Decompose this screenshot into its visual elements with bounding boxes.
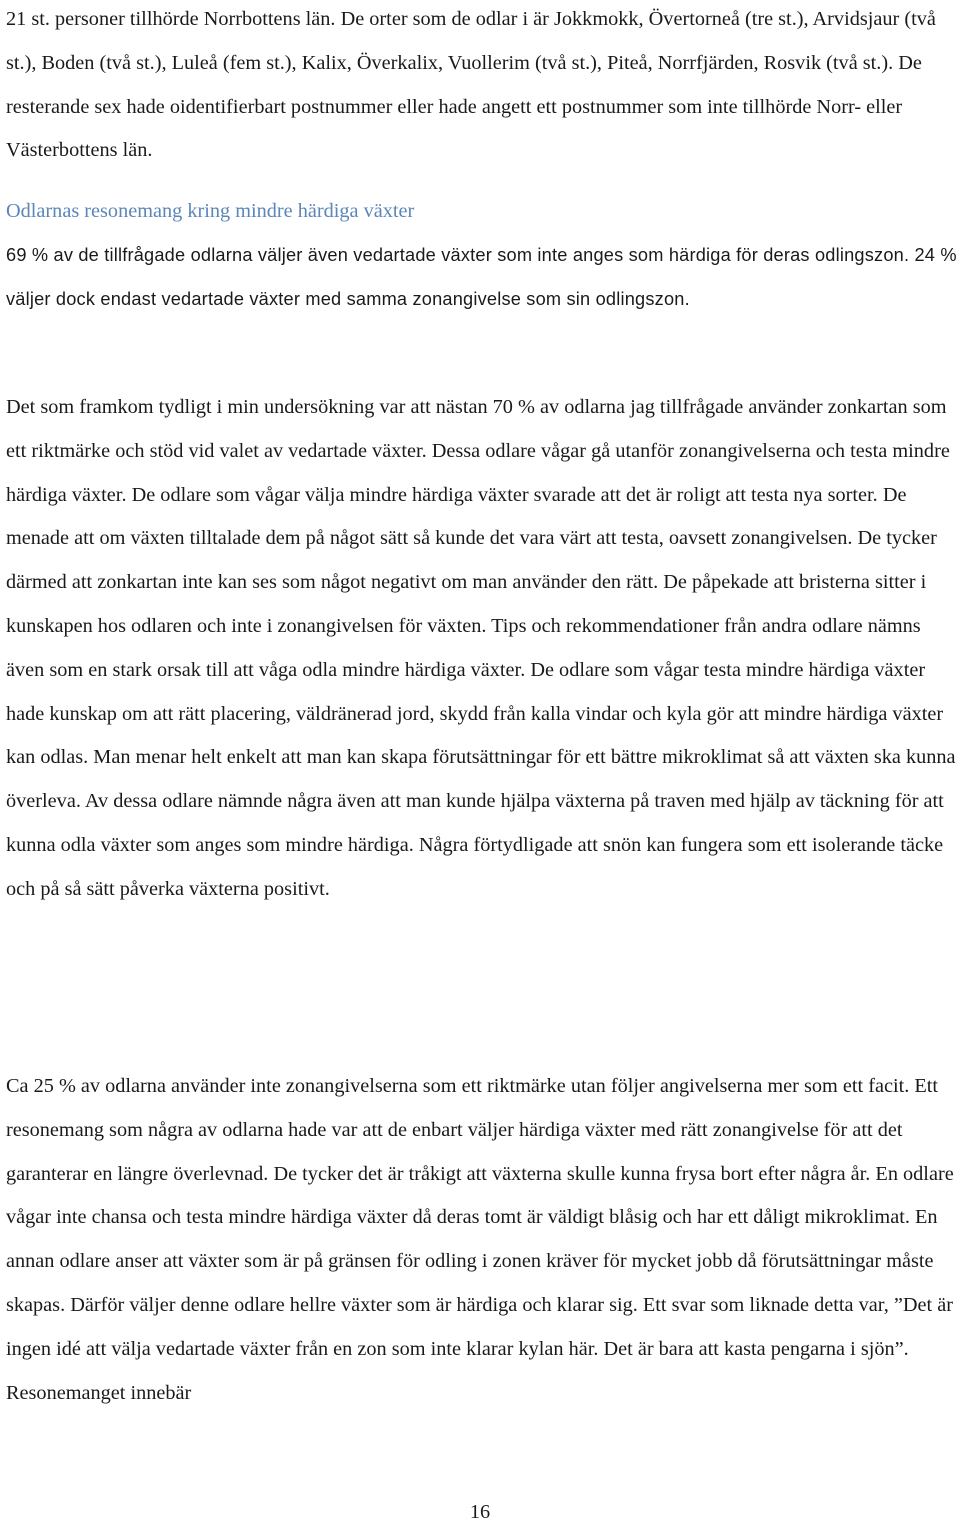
intro-paragraph: 21 st. personer tillhörde Norrbottens län. De orter som de odlar i är Jokkmokk, Övertorneå (tre st.), Arvidsjaur (två st.), Boden (två st.), Luleå (fem st.), Kalix, Överkalix, Vuollerim (två st.), Piteå, Norrfjärden, Rosvik (två st.). De resterande sex hade oidentifierbart postnummer eller hade angett ett postnummer som inte tillhörde Norr- eller Västerbottens län. <box>6 8 936 162</box>
page-number: 16 <box>469 1501 491 1523</box>
summary-paragraph: 69 % av de tillfrågade odlarna väljer även vedartade växter som inte anges som härdiga för deras odlingszon. 24 % väljer dock endast vedartade växter med samma zonangivelse som sin odlingszon. <box>6 245 957 309</box>
main-paragraph: Det som framkom tydligt i min undersökning var att nästan 70 % av odlarna jag tillfrågade använder zonkartan som ett riktmärke och stöd vid valet av vedartade växter. Dessa odlare vågar gå utanför zonangivelserna och testa mindre härdiga växter. De odlare som vågar välja mindre härdiga växter svarade att det är roligt att testa nya sorter. De menade att om växten tilltalade dem på något sätt så kunde det vara värt att testa, oavsett zonangivelsen. De tycker därmed att zonkartan inte kan ses som något negativt om man använder den rätt. De påpekade att bristerna sitter i kunskapen hos odlaren och inte i zonangivelsen för växten. Tips och rekommendationer från andra odlare nämns även som en stark orsak till att våga odla mindre härdiga växter. De odlare som vågar testa mindre härdiga växter hade kunskap om att rätt placering, väldränerad jord, skydd från kalla vindar och kyla gör att mindre härdiga växter kan odlas. Man menar helt enkelt att man kan skapa förutsättningar för ett bättre mikroklimat så att växten ska kunna överleva. Av dessa odlare nämnde några även att man kunde hjälpa växterna på traven med hjälp av täckning för att kunna odla växter som anges som mindre härdiga. Några förtydligade att snön kan fungera som ett isolerande täcke och på så sätt påverka växterna positivt. <box>6 396 956 900</box>
second-paragraph: Ca 25 % av odlarna använder inte zonangivelserna som ett riktmärke utan följer angivelserna mer som ett facit. Ett resonemang som några av odlarna hade var att de enbart väljer härdiga växter med rätt zonangivelse för att det garanterar en längre överlevnad. De tycker det är tråkigt att växterna skulle kunna frysa bort efter några år. En odlare vågar inte chansa och testa mindre härdiga växter då deras tomt är väldigt blåsig och har ett dåligt mikroklimat. En annan odlare anser att växter som är på gränsen för odling i zonen kräver för mycket jobb då förutsättningar måste skapas. Därför väljer denne odlare hellre växter som är härdiga och klarar sig. Ett svar som liknade detta var, ”Det är ingen idé att välja vedartade växter från en zon som inte klarar kylan här. Det är bara att kasta pengarna i sjön”. Resonemanget innebär <box>6 1075 954 1404</box>
section-heading: Odlarnas resonemang kring mindre härdiga växter <box>6 200 415 222</box>
